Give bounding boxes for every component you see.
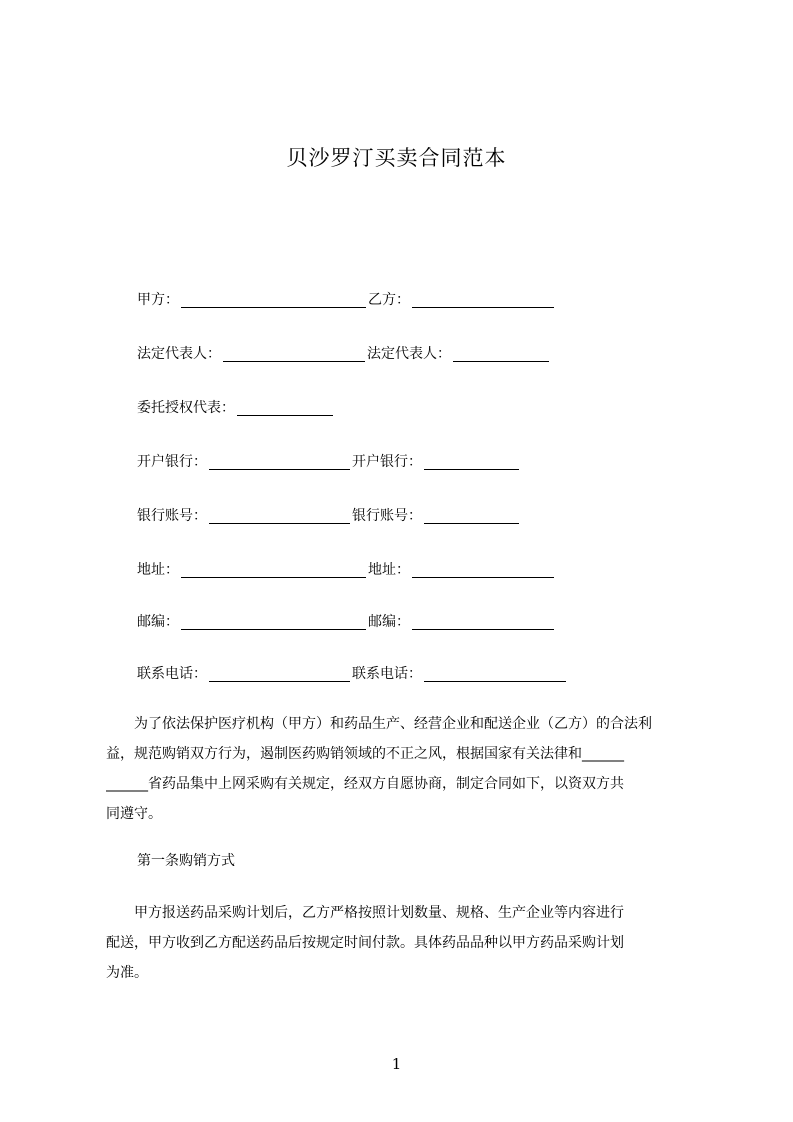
intro-line: 为了依法保护医疗机构（甲方）和药品生产、经营企业和配送企业（乙方）的合法利	[106, 716, 652, 732]
party-a-label: 甲方：	[137, 292, 179, 308]
party-a-blank[interactable]	[181, 292, 366, 308]
account-row	[137, 506, 521, 526]
phone-b-label: 联系电话：	[352, 666, 422, 682]
intro-paragraph	[106, 709, 700, 829]
article1-heading: 第一条购销方式	[137, 853, 235, 869]
legal-rep-a-blank[interactable]	[223, 346, 365, 362]
party-row	[137, 290, 556, 310]
party-b-blank[interactable]	[412, 292, 554, 308]
bank-a-label: 开户银行：	[137, 454, 207, 470]
address-a-label: 地址：	[137, 562, 179, 578]
article1-line: 为准。	[106, 965, 148, 981]
agent-label: 委托授权代表：	[137, 400, 235, 416]
account-b-label: 银行账号：	[352, 508, 422, 524]
article1-line: 甲方报送药品采购计划后，乙方严格按照计划数量、规格、生产企业等内容进行	[106, 905, 624, 921]
postcode-a-blank[interactable]	[181, 614, 366, 630]
agent-blank[interactable]	[237, 400, 333, 416]
intro-line: ______省药品集中上网采购有关规定，经双方自愿协商，制定合同如下，以资双方共	[106, 776, 624, 792]
account-a-blank[interactable]	[209, 508, 350, 524]
address-a-blank[interactable]	[181, 562, 366, 578]
postcode-row	[137, 612, 556, 632]
postcode-b-blank[interactable]	[412, 614, 554, 630]
phone-a-label: 联系电话：	[137, 666, 207, 682]
bank-row	[137, 452, 521, 472]
intro-line: 同遵守。	[106, 806, 162, 822]
legal-rep-b-label: 法定代表人：	[367, 346, 451, 362]
postcode-b-label: 邮编：	[368, 614, 410, 630]
address-b-blank[interactable]	[412, 562, 554, 578]
page-number: 1	[391, 1055, 402, 1073]
agent-row	[137, 398, 335, 418]
bank-b-blank[interactable]	[424, 454, 519, 470]
phone-a-blank[interactable]	[209, 666, 350, 682]
legal-rep-row	[137, 344, 551, 364]
address-row	[137, 560, 556, 580]
article1-line: 配送，甲方收到乙方配送药品后按规定时间付款。具体药品品种以甲方药品采购计划	[106, 935, 624, 951]
legal-rep-b-blank[interactable]	[453, 346, 549, 362]
intro-line: 益，规范购销双方行为，遏制医药购销领域的不正之风，根据国家有关法律和______	[106, 746, 624, 762]
bank-a-blank[interactable]	[209, 454, 350, 470]
phone-row	[137, 664, 568, 684]
party-b-label: 乙方：	[368, 292, 410, 308]
article1-paragraph	[106, 898, 700, 988]
legal-rep-a-label: 法定代表人：	[137, 346, 221, 362]
phone-b-blank[interactable]	[424, 666, 566, 682]
postcode-a-label: 邮编：	[137, 614, 179, 630]
account-a-label: 银行账号：	[137, 508, 207, 524]
bank-b-label: 开户银行：	[352, 454, 422, 470]
account-b-blank[interactable]	[424, 508, 519, 524]
document-title: 贝沙罗汀买卖合同范本	[286, 146, 507, 170]
address-b-label: 地址：	[368, 562, 410, 578]
